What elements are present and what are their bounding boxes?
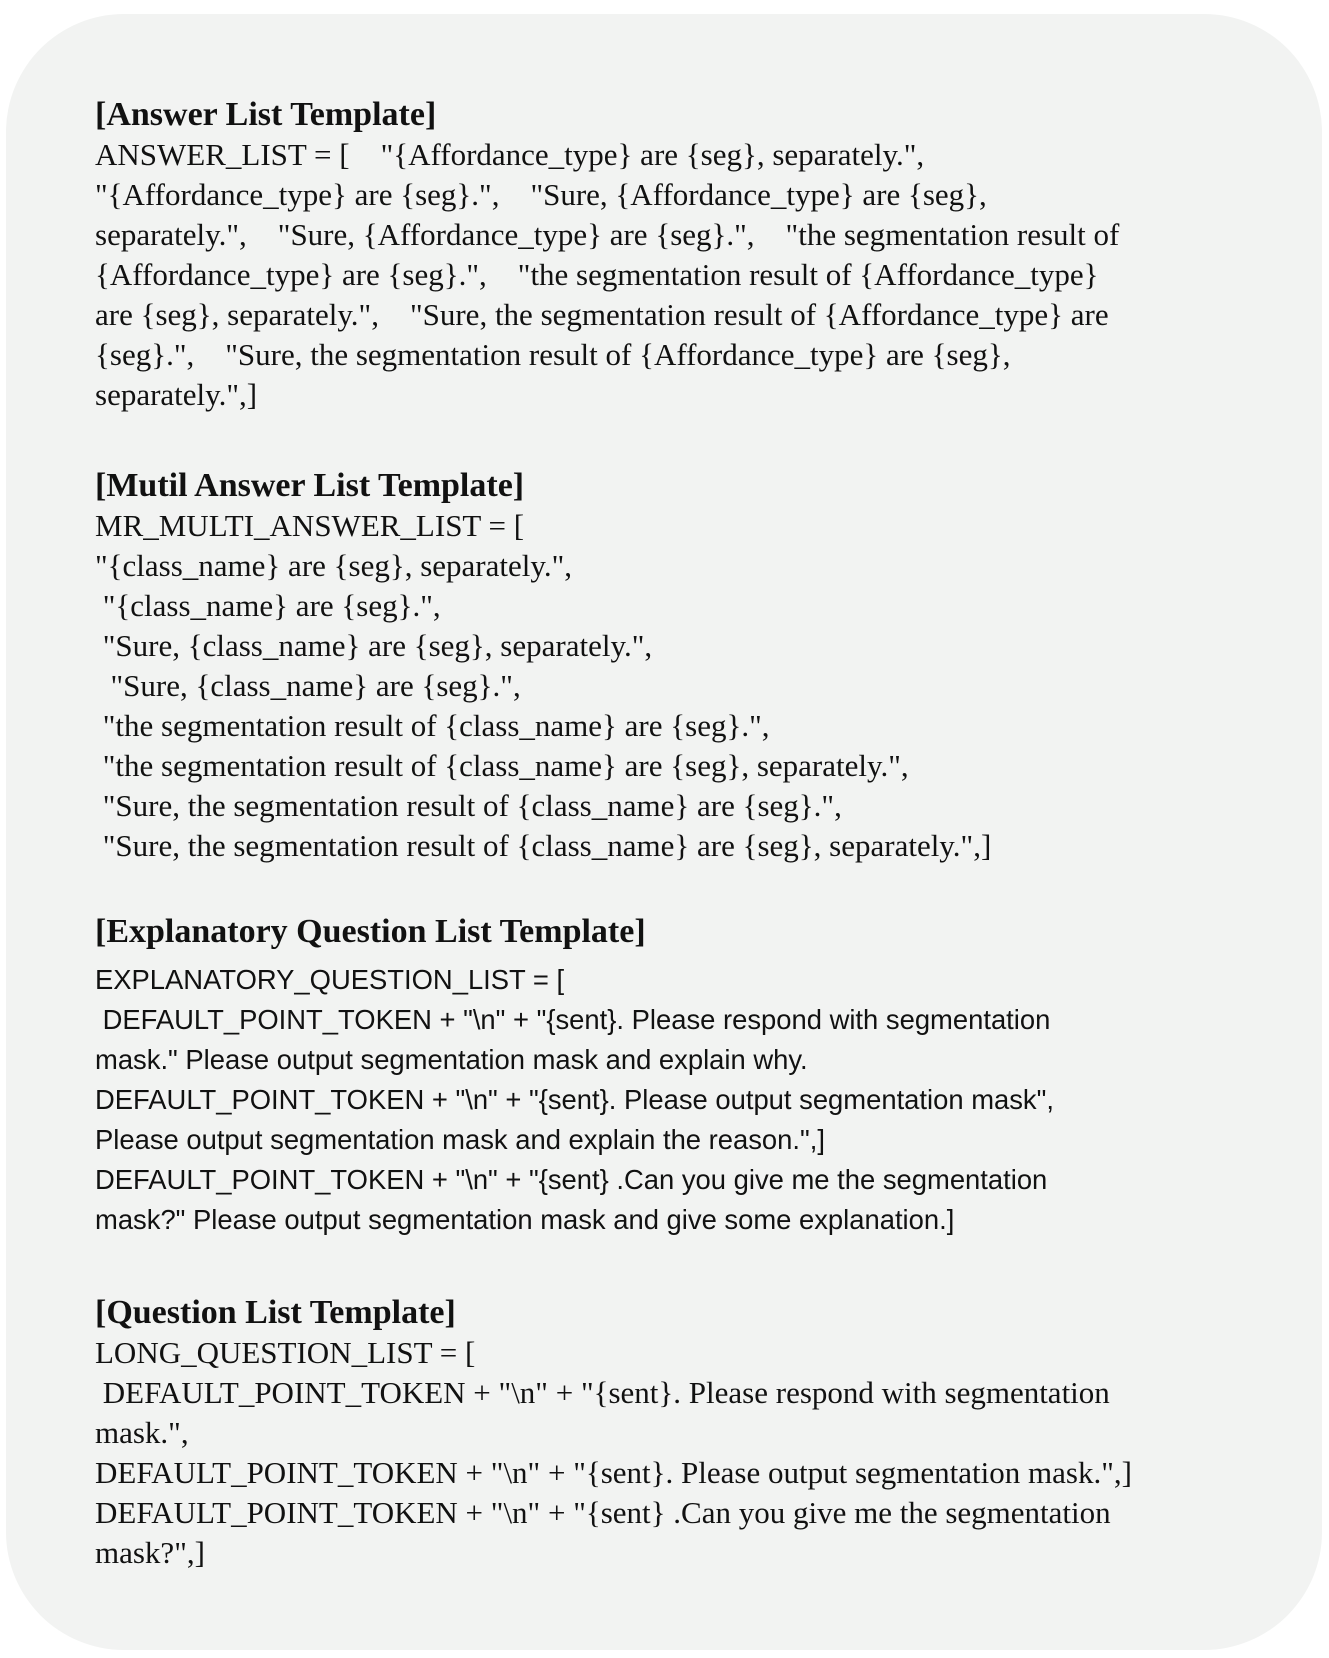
explanatory-question-list-line: Please output segmentation mask and explain the reason.",] [95, 1124, 825, 1155]
question-list-line: DEFAULT_POINT_TOKEN + "\n" + "{sent}. Please output segmentation mask.",] [95, 1455, 1132, 1490]
answer-list-line: {Affordance_type} are {seg}.", "the segmentation result of {Affordance_type} [95, 257, 1099, 292]
explanatory-question-list-heading: [Explanatory Question List Template] [95, 913, 646, 950]
multi-answer-list-line: "the segmentation result of {class_name} are {seg}, separately.", [95, 748, 909, 783]
explanatory-question-list-line: mask?" Please output segmentation mask and give some explanation.] [95, 1204, 955, 1235]
question-list-line: DEFAULT_POINT_TOKEN + "\n" + "{sent} .Can you give me the segmentation [95, 1495, 1111, 1530]
explanatory-question-list-line: DEFAULT_POINT_TOKEN + "\n" + "{sent}. Please output segmentation mask", [95, 1084, 1054, 1115]
multi-answer-list-line: "{class_name} are {seg}, separately.", [95, 548, 573, 583]
question-list-line: mask?",] [95, 1535, 205, 1570]
multi-answer-list-heading: [Mutil Answer List Template] [95, 467, 525, 504]
multi-answer-list-line: "the segmentation result of {class_name} are {seg}.", [95, 708, 770, 743]
multi-answer-list-line: "Sure, {class_name} are {seg}, separately.", [95, 628, 653, 663]
question-list-line: DEFAULT_POINT_TOKEN + "\n" + "{sent}. Please respond with segmentation [95, 1375, 1110, 1410]
multi-answer-list-line: "Sure, the segmentation result of {class_name} are {seg}.", [95, 788, 842, 823]
multi-answer-list-line: MR_MULTI_ANSWER_LIST = [ [95, 508, 525, 543]
explanatory-question-list-line: DEFAULT_POINT_TOKEN + "\n" + "{sent} .Can you give me the segmentation [95, 1164, 1048, 1195]
question-list-heading: [Question List Template] [95, 1294, 456, 1331]
explanatory-question-list-line: mask." Please output segmentation mask and explain why. [95, 1044, 808, 1075]
answer-list-line: are {seg}, separately.", "Sure, the segmentation result of {Affordance_type} are [95, 297, 1109, 332]
answer-list-line: "{Affordance_type} are {seg}.", "Sure, {Affordance_type} are {seg}, [95, 177, 987, 212]
multi-answer-list-section [95, 466, 1255, 866]
answer-list-line: {seg}.", "Sure, the segmentation result of {Affordance_type} are {seg}, [95, 337, 1011, 372]
answer-list-line: ANSWER_LIST = [ "{Affordance_type} are {seg}, separately.", [95, 137, 925, 172]
multi-answer-list-line: "Sure, the segmentation result of {class_name} are {seg}, separately.",] [95, 828, 992, 863]
multi-answer-list-line: "{class_name} are {seg}.", [95, 588, 441, 623]
answer-list-line: separately.",] [95, 377, 258, 412]
explanatory-question-list-line: DEFAULT_POINT_TOKEN + "\n" + "{sent}. Please respond with segmentation [95, 1004, 1051, 1035]
question-list-section [95, 1293, 1255, 1573]
explanatory-question-list-section [95, 912, 1255, 1240]
explanatory-question-list-line: EXPLANATORY_QUESTION_LIST = [ [95, 964, 565, 995]
answer-list-line: separately.", "Sure, {Affordance_type} are {seg}.", "the segmentation result of [95, 217, 1120, 252]
question-list-line: mask.", [95, 1415, 189, 1450]
answer-list-heading: [Answer List Template] [95, 96, 437, 133]
question-list-line: LONG_QUESTION_LIST = [ [95, 1335, 476, 1370]
answer-list-section [95, 95, 1255, 415]
multi-answer-list-line: "Sure, {class_name} are {seg}.", [95, 668, 521, 703]
